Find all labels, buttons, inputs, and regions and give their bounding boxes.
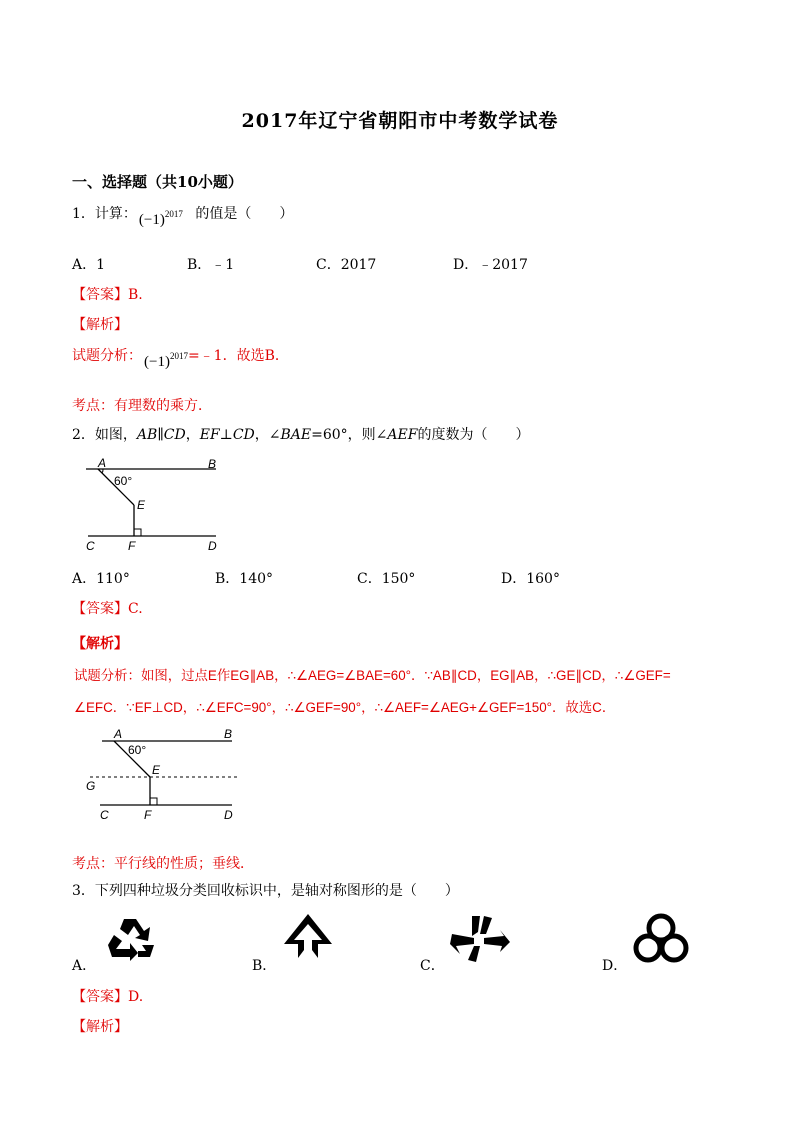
recycle-arrows-icon xyxy=(102,915,158,963)
q2-stem-part-3: CD xyxy=(163,427,186,443)
q1-answer: 【答案】B. xyxy=(72,287,143,303)
q2-stem-part-8: ，∠ xyxy=(254,427,281,443)
page-title: 2017年辽宁省朝阳市中考数学试卷 xyxy=(241,110,559,132)
label-60: 60° xyxy=(114,474,133,488)
q2-analysis-figure xyxy=(80,724,250,824)
label-f: F xyxy=(128,539,136,553)
q2-answer: 【答案】C. xyxy=(72,601,143,617)
label-f-2: F xyxy=(144,808,152,822)
q2-stem-part-9: BAE xyxy=(280,427,312,443)
q2-option-b: B．140° xyxy=(215,571,274,587)
label-60-2: 60° xyxy=(128,743,147,757)
label-b-2: B xyxy=(224,727,233,741)
q2-stem-part-2: ∥ xyxy=(157,427,164,443)
label-d: D xyxy=(208,539,217,553)
q3-option-d: D． xyxy=(602,958,628,974)
q2-stem-part-1: AB xyxy=(136,427,158,443)
q1-jiexi-label: 【解析】 xyxy=(72,317,128,333)
q2-option-a: A．110° xyxy=(72,571,130,587)
question-3-stem: 3．下列四种垃圾分类回收标识中，是轴对称图形的是（ ） xyxy=(72,883,459,899)
q3-option-c: C． xyxy=(420,958,445,974)
q1-analysis-base: (−1) xyxy=(144,354,170,370)
q2-kaodian: 考点：平行线的性质；垂线． xyxy=(72,856,254,872)
q2-stem-part-4: ， xyxy=(185,427,200,443)
q2-stem-part-6: ⊥ xyxy=(219,427,233,443)
q1-expression xyxy=(139,209,183,229)
q3-answer: 【答案】D. xyxy=(72,989,144,1005)
q2-stem-part-10: =60°，则∠ xyxy=(311,427,388,443)
question-2-stem xyxy=(72,424,529,444)
q1-analysis xyxy=(72,345,289,371)
label-e-2: E xyxy=(152,763,161,777)
three-rings-icon xyxy=(630,912,692,964)
q3-jiexi-label: 【解析】 xyxy=(72,1019,128,1035)
converging-arrows-icon xyxy=(448,914,510,964)
q1-analysis-expression xyxy=(144,351,188,371)
q3-option-a: A． xyxy=(72,958,97,974)
label-c: C xyxy=(86,539,95,553)
q1-option-c: C．2017 xyxy=(316,257,377,273)
q1-option-b: B．﹣1 xyxy=(187,257,235,273)
label-c-2: C xyxy=(100,808,109,822)
q1-option-a: A．1 xyxy=(72,257,106,273)
question-1-stem xyxy=(72,203,293,229)
section-heading: 一、选择题（共10小题） xyxy=(72,173,243,191)
label-d-2: D xyxy=(224,808,233,822)
q1-kaodian: 考点：有理数的乘方． xyxy=(72,398,212,414)
q2-stem-part-11: AEF xyxy=(387,427,418,443)
q2-option-d: D．160° xyxy=(501,571,560,587)
right-angle-mark-2 xyxy=(150,798,157,805)
q3-option-b: B． xyxy=(252,958,277,974)
q1-option-d: D．﹣2017 xyxy=(453,257,528,273)
q1-analysis-prefix: 试题分析： xyxy=(72,348,142,364)
q2-analysis-line-1: 试题分析：如图，过点E作EG∥AB，∴∠AEG=∠BAE=60°．∵AB∥CD，EG∥AB，∴GE∥CD，∴∠GEF= xyxy=(74,668,671,683)
label-g-2: G xyxy=(86,779,96,793)
q2-jiexi-label: 【解析】 xyxy=(72,636,128,652)
right-angle-mark xyxy=(134,529,141,536)
q1-analysis-suffix: =﹣1．故选B． xyxy=(187,348,289,364)
q2-stem-part-5: EF xyxy=(199,427,220,443)
q1-stem-prefix: 1．计算： xyxy=(72,206,137,222)
label-a: A xyxy=(98,456,107,470)
q2-stem-part-7: CD xyxy=(232,427,255,443)
q1-exponent: 2017 xyxy=(164,209,183,219)
q2-option-c: C．150° xyxy=(357,571,416,587)
q2-analysis-line-2: ∠EFC．∵EF⊥CD，∴∠EFC=90°，∴∠GEF=90°，∴∠AEF=∠AEG+∠GEF=150°．故选C． xyxy=(74,700,616,715)
label-b: B xyxy=(208,457,217,471)
q2-stem-number: 2．如图， xyxy=(72,427,137,443)
label-e: E xyxy=(137,498,146,512)
label-a-2: A xyxy=(114,727,123,741)
q1-stem-suffix: 的值是（ ） xyxy=(195,206,294,222)
q2-stem-part-12: 的度数为（ ） xyxy=(417,427,530,443)
q1-analysis-exponent: 2017 xyxy=(169,351,188,361)
triangle-arrows-icon xyxy=(280,912,336,964)
q2-figure xyxy=(80,452,240,556)
q1-base: (−1) xyxy=(138,212,165,228)
